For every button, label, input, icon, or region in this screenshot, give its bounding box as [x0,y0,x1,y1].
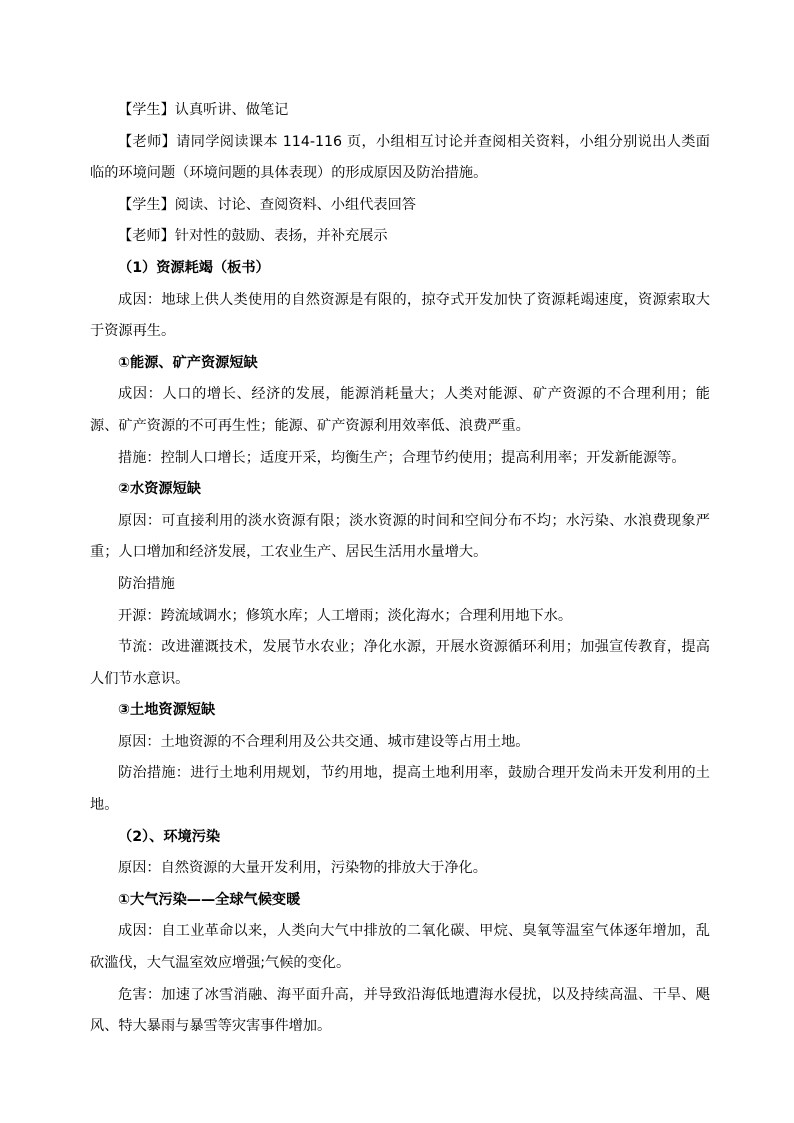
document-body [90,95,710,1043]
subheading-air-pollution: ①大气污染——全球气候变暖 [118,891,301,908]
role-label: 【学生】 [118,102,175,118]
subheading-water-shortage: ②水资源短缺 [118,481,201,498]
air-pollution-harm: 危害：加速了冰雪消融、海平面升高，并导致沿海低地遭海水侵扰，以及持续高温、干旱、飓风、特大暴雨与暴雪等灾害事件增加。 [90,986,710,1035]
subheading-land-shortage: ③土地资源短缺 [118,702,216,719]
section-heading-resource-depletion: （1）资源耗竭（板书） [118,259,270,276]
dialog-text: 请同学阅读课本 114-116 页，小组相互讨论并查阅相关资料，小组分别说出人类面临的环境问题（环境问题的具体表现）的形成原因及防治措施。 [90,133,710,182]
land-shortage-cause: 原因：土地资源的不合理利用及公共交通、城市建设等占用土地。 [118,733,530,750]
dialog-teacher-1 [90,127,710,190]
water-measures-title: 防治措施 [118,575,175,592]
role-label: 【学生】 [118,196,175,213]
pollution-cause: 原因：自然资源的大量开发利用，污染物的排放大于净化。 [118,860,487,877]
dialog-text: 阅读、讨论、查阅资料、小组代表回答 [174,196,416,213]
subheading-energy-minerals: ①能源、矿产资源短缺 [118,354,258,371]
dialog-text: 认真听讲、做笔记 [174,102,289,118]
water-kaiyuan: 开源：跨流域调水；修筑水库；人工增雨；淡化海水；合理利用地下水。 [118,607,573,624]
air-pollution-cause: 成因：自工业革命以来，人类向大气中排放的二氧化碳、甲烷、臭氧等温室气体逐年增加，乱砍滥伐，大气温室效应增强;气候的变化。 [90,923,710,972]
water-jieliu: 节流：改进灌溉技术，发展节水农业；净化水源，开展水资源循环利用；加强宣传教育，提高人们节水意识。 [90,639,710,687]
resource-depletion-cause: 成因：地球上供人类使用的自然资源是有限的，掠夺式开发加快了资源耗竭速度，资源索取大于资源再生。 [90,291,710,340]
section-heading-pollution: （2）、环境污染 [118,828,221,845]
dialog-text: 针对性的鼓励、表扬，并补充展示 [174,228,388,245]
dialog-teacher-2 [90,221,710,253]
energy-minerals-cause: 成因：人口的增长、经济的发展，能源消耗量大；人类对能源、矿产资源的不合理利用；能源、矿产资源的不可再生性；能源、矿产资源利用效率低、浪费严重。 [90,386,710,434]
role-label: 【老师】 [118,133,177,150]
land-shortage-measures: 防治措施：进行土地利用规划，节约用地，提高土地利用率，鼓励合理开发尚未开发利用的土地。 [90,765,710,814]
energy-minerals-measures: 措施：控制人口增长；适度开采，均衡生产；合理节约使用；提高利用率；开发新能源等。 [118,449,686,466]
dialog-student-2 [90,190,710,222]
water-shortage-cause: 原因：可直接利用的淡水资源有限；淡水资源的时间和空间分布不均；水污染、水浪费现象严重；人口增加和经济发展，工农业生产、居民生活用水量增大。 [90,512,710,561]
dialog-student-1 [90,95,710,127]
role-label: 【老师】 [118,228,175,245]
